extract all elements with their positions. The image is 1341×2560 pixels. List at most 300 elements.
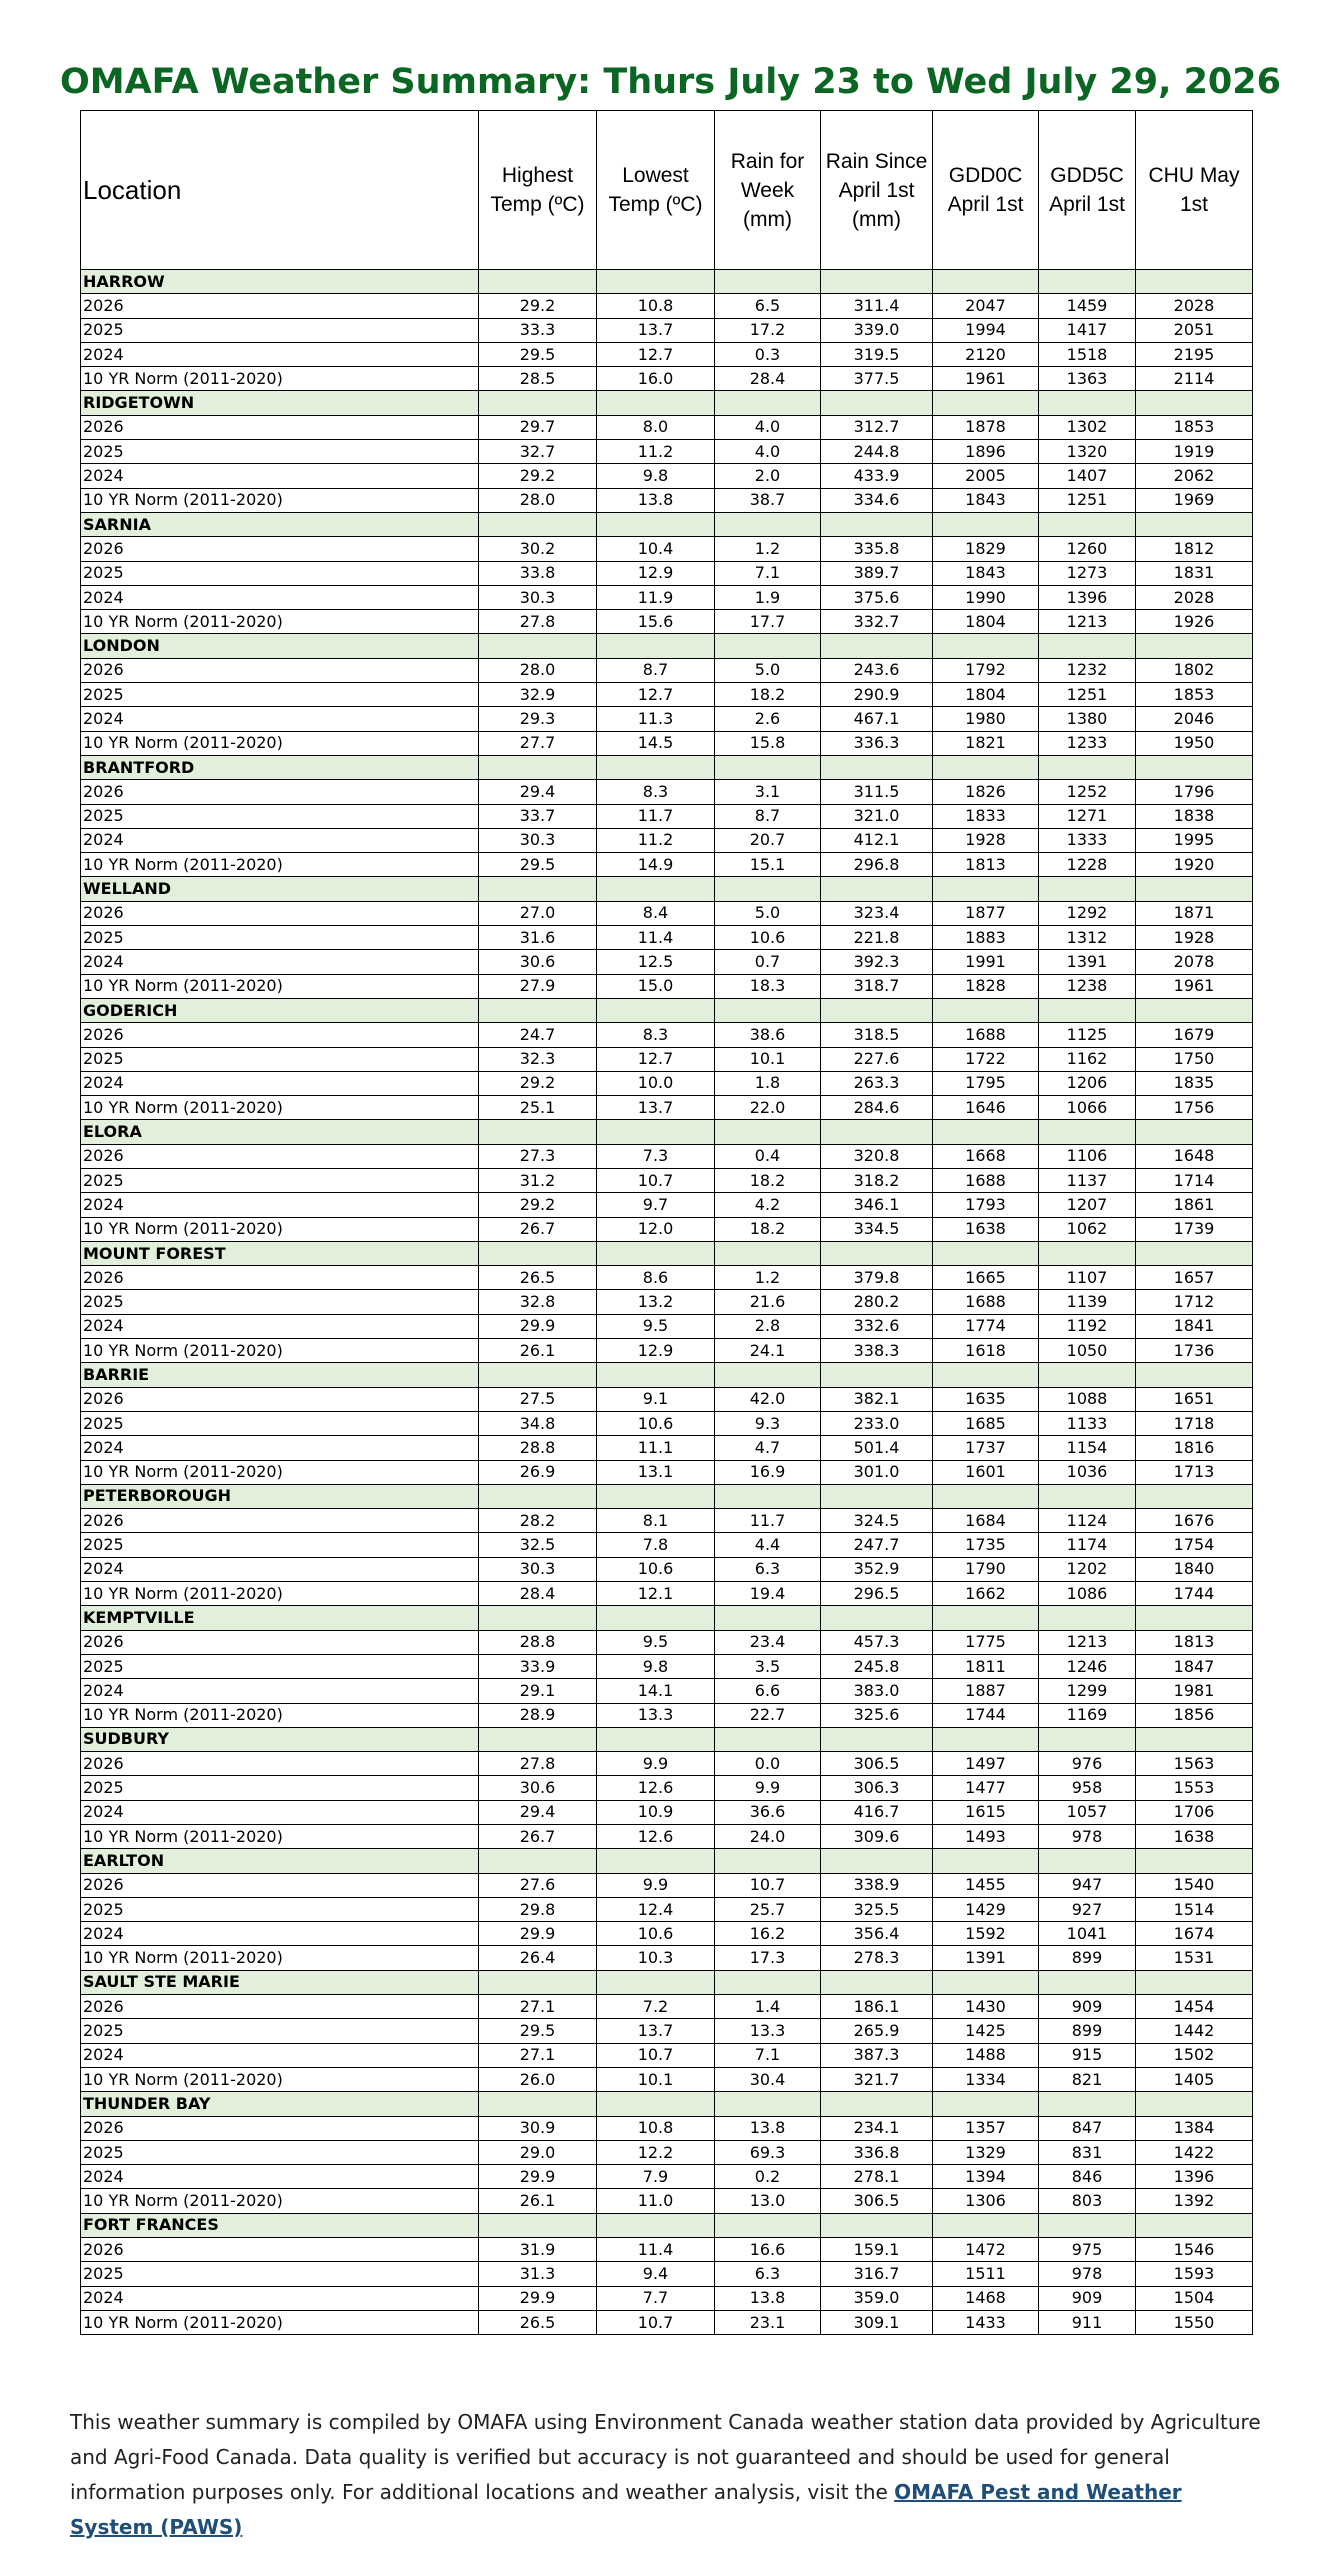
row-label: 10 YR Norm (2011-2020)	[81, 1217, 479, 1241]
header-line: Rain Since	[825, 149, 928, 173]
data-cell: 1050	[1039, 1339, 1136, 1363]
data-cell: 9.8	[597, 464, 715, 488]
table-row	[81, 367, 1253, 391]
data-cell: 9.5	[597, 1314, 715, 1338]
data-cell: 10.7	[597, 1168, 715, 1192]
data-cell: 311.5	[821, 780, 933, 804]
data-cell: 325.5	[821, 1897, 933, 1921]
row-label: 2026	[81, 1752, 479, 1776]
data-cell: 1980	[933, 707, 1039, 731]
data-cell: 30.9	[479, 2116, 597, 2140]
header-line: GDD0C	[948, 164, 1023, 187]
data-cell: 1676	[1136, 1509, 1253, 1533]
empty-cell	[597, 1120, 715, 1144]
station-name: LONDON	[81, 634, 479, 658]
data-cell: 9.3	[715, 1411, 821, 1435]
data-cell: 346.1	[821, 1193, 933, 1217]
station-name: SAULT STE MARIE	[81, 1970, 479, 1994]
data-cell: 457.3	[821, 1630, 933, 1654]
table-row	[81, 901, 1253, 925]
data-cell: 1718	[1136, 1411, 1253, 1435]
table-row	[81, 1946, 1253, 1970]
empty-cell	[1039, 1363, 1136, 1387]
data-cell: 1493	[933, 1825, 1039, 1849]
data-cell: 1394	[933, 2165, 1039, 2189]
data-cell: 1540	[1136, 1873, 1253, 1897]
data-cell: 28.0	[479, 658, 597, 682]
data-cell: 1396	[1136, 2165, 1253, 2189]
data-cell: 1646	[933, 1096, 1039, 1120]
data-cell: 375.6	[821, 585, 933, 609]
data-cell: 1813	[1136, 1630, 1253, 1654]
table-row	[81, 1339, 1253, 1363]
data-cell: 1835	[1136, 1071, 1253, 1095]
empty-cell	[479, 1970, 597, 1994]
data-cell: 5.0	[715, 901, 821, 925]
data-cell: 1991	[933, 950, 1039, 974]
data-cell: 1688	[933, 1290, 1039, 1314]
data-cell: 2.0	[715, 464, 821, 488]
data-cell: 1856	[1136, 1703, 1253, 1727]
data-cell: 1.2	[715, 537, 821, 561]
table-row	[81, 1290, 1253, 1314]
data-cell: 31.9	[479, 2238, 597, 2262]
data-cell: 383.0	[821, 1679, 933, 1703]
data-cell: 8.1	[597, 1509, 715, 1533]
row-label: 10 YR Norm (2011-2020)	[81, 2310, 479, 2334]
empty-cell	[933, 1849, 1039, 1873]
station-name: THUNDER BAY	[81, 2092, 479, 2116]
data-cell: 4.0	[715, 440, 821, 464]
data-cell: 1124	[1039, 1509, 1136, 1533]
data-cell: 1271	[1039, 804, 1136, 828]
empty-cell	[597, 755, 715, 779]
data-cell: 4.0	[715, 415, 821, 439]
empty-cell	[597, 877, 715, 901]
table-row	[81, 610, 1253, 634]
data-cell: 244.8	[821, 440, 933, 464]
data-cell: 34.8	[479, 1411, 597, 1435]
row-label: 2025	[81, 804, 479, 828]
empty-cell	[821, 270, 933, 294]
data-cell: 947	[1039, 1873, 1136, 1897]
table-row	[81, 1752, 1253, 1776]
data-cell: 23.1	[715, 2310, 821, 2334]
data-cell: 26.5	[479, 1266, 597, 1290]
data-cell: 27.1	[479, 1995, 597, 2019]
data-cell: 296.5	[821, 1582, 933, 1606]
data-cell: 10.4	[597, 537, 715, 561]
data-cell: 332.7	[821, 610, 933, 634]
data-cell: 30.3	[479, 828, 597, 852]
table-body	[81, 270, 1253, 2335]
data-cell: 915	[1039, 2043, 1136, 2067]
data-cell: 11.2	[597, 440, 715, 464]
data-cell: 1853	[1136, 415, 1253, 439]
table-row	[81, 974, 1253, 998]
data-cell: 29.1	[479, 1679, 597, 1703]
data-cell: 280.2	[821, 1290, 933, 1314]
data-cell: 28.9	[479, 1703, 597, 1727]
empty-cell	[821, 998, 933, 1022]
data-cell: 1306	[933, 2189, 1039, 2213]
data-cell: 26.7	[479, 1825, 597, 1849]
empty-cell	[821, 1484, 933, 1508]
data-cell: 2114	[1136, 367, 1253, 391]
station-header-row	[81, 1241, 1253, 1265]
empty-cell	[1136, 2092, 1253, 2116]
table-row	[81, 561, 1253, 585]
data-cell: 27.6	[479, 1873, 597, 1897]
data-cell: 1712	[1136, 1290, 1253, 1314]
data-cell: 29.8	[479, 1897, 597, 1921]
table-row	[81, 1460, 1253, 1484]
row-label: 2024	[81, 2043, 479, 2067]
data-cell: 1688	[933, 1023, 1039, 1047]
data-cell: 1252	[1039, 780, 1136, 804]
footer-note	[70, 2405, 1270, 2545]
data-cell: 1853	[1136, 683, 1253, 707]
data-cell: 1592	[933, 1922, 1039, 1946]
data-cell: 17.3	[715, 1946, 821, 1970]
table-row	[81, 1630, 1253, 1654]
data-cell: 334.5	[821, 1217, 933, 1241]
data-cell: 31.2	[479, 1168, 597, 1192]
data-cell: 13.7	[597, 1096, 715, 1120]
data-cell: 958	[1039, 1776, 1136, 1800]
data-cell: 1137	[1039, 1168, 1136, 1192]
data-cell: 1831	[1136, 561, 1253, 585]
empty-cell	[933, 512, 1039, 536]
data-cell: 1722	[933, 1047, 1039, 1071]
page-title: OMAFA Weather Summary: Thurs July 23 to Wed July 29, 2026	[60, 62, 1281, 102]
data-cell: 1679	[1136, 1023, 1253, 1047]
empty-cell	[1039, 270, 1136, 294]
data-cell: 338.9	[821, 1873, 933, 1897]
empty-cell	[1039, 1484, 1136, 1508]
data-cell: 1086	[1039, 1582, 1136, 1606]
data-cell: 10.8	[597, 2116, 715, 2140]
data-cell: 19.4	[715, 1582, 821, 1606]
data-cell: 6.5	[715, 294, 821, 318]
empty-cell	[821, 1970, 933, 1994]
table-row	[81, 2140, 1253, 2164]
data-cell: 15.0	[597, 974, 715, 998]
table-row	[81, 2019, 1253, 2043]
data-cell: 1497	[933, 1752, 1039, 1776]
data-cell: 318.5	[821, 1023, 933, 1047]
table-row	[81, 1995, 1253, 2019]
data-cell: 8.4	[597, 901, 715, 925]
empty-cell	[597, 512, 715, 536]
data-cell: 1714	[1136, 1168, 1253, 1192]
data-cell: 8.6	[597, 1266, 715, 1290]
empty-cell	[933, 1363, 1039, 1387]
data-cell: 11.1	[597, 1436, 715, 1460]
row-label: 2025	[81, 1533, 479, 1557]
data-cell: 1.2	[715, 1266, 821, 1290]
row-label: 10 YR Norm (2011-2020)	[81, 1703, 479, 1727]
data-cell: 1841	[1136, 1314, 1253, 1338]
data-cell: 10.0	[597, 1071, 715, 1095]
data-cell: 31.6	[479, 926, 597, 950]
empty-cell	[479, 512, 597, 536]
station-header-row	[81, 1970, 1253, 1994]
table-row	[81, 1096, 1253, 1120]
data-cell: 29.4	[479, 1800, 597, 1824]
data-cell: 0.7	[715, 950, 821, 974]
data-cell: 3.1	[715, 780, 821, 804]
header-line: Week	[740, 178, 795, 202]
empty-cell	[821, 1727, 933, 1751]
table-row	[81, 1679, 1253, 1703]
data-cell: 33.7	[479, 804, 597, 828]
data-cell: 1514	[1136, 1897, 1253, 1921]
row-label: 2026	[81, 658, 479, 682]
table-row	[81, 707, 1253, 731]
data-cell: 339.0	[821, 318, 933, 342]
data-cell: 1648	[1136, 1144, 1253, 1168]
data-cell: 1887	[933, 1679, 1039, 1703]
data-cell: 247.7	[821, 1533, 933, 1557]
data-cell: 387.3	[821, 2043, 933, 2067]
table-row	[81, 1873, 1253, 1897]
empty-cell	[821, 1363, 933, 1387]
data-cell: 324.5	[821, 1509, 933, 1533]
data-cell: 1662	[933, 1582, 1039, 1606]
data-cell: 24.1	[715, 1339, 821, 1363]
empty-cell	[715, 1484, 821, 1508]
data-cell: 38.7	[715, 488, 821, 512]
empty-cell	[479, 1484, 597, 1508]
data-cell: 1926	[1136, 610, 1253, 634]
data-cell: 975	[1039, 2238, 1136, 2262]
empty-cell	[597, 1363, 715, 1387]
data-cell: 1329	[933, 2140, 1039, 2164]
data-cell: 1736	[1136, 1339, 1253, 1363]
empty-cell	[715, 1120, 821, 1144]
data-cell: 803	[1039, 2189, 1136, 2213]
data-cell: 12.9	[597, 561, 715, 585]
empty-cell	[1039, 877, 1136, 901]
data-cell: 10.1	[715, 1047, 821, 1071]
data-cell: 20.7	[715, 828, 821, 852]
data-cell: 14.9	[597, 853, 715, 877]
data-cell: 25.1	[479, 1096, 597, 1120]
data-cell: 25.7	[715, 1897, 821, 1921]
data-cell: 27.5	[479, 1387, 597, 1411]
data-cell: 309.6	[821, 1825, 933, 1849]
data-cell: 29.2	[479, 1071, 597, 1095]
data-cell: 1816	[1136, 1436, 1253, 1460]
empty-cell	[1039, 1727, 1136, 1751]
data-cell: 13.8	[715, 2116, 821, 2140]
data-cell: 1511	[933, 2262, 1039, 2286]
data-cell: 30.3	[479, 1557, 597, 1581]
data-cell: 1744	[1136, 1582, 1253, 1606]
empty-cell	[597, 634, 715, 658]
data-cell: 416.7	[821, 1800, 933, 1824]
data-cell: 433.9	[821, 464, 933, 488]
table-row	[81, 318, 1253, 342]
table-row	[81, 440, 1253, 464]
data-cell: 6.3	[715, 2262, 821, 2286]
data-cell: 7.3	[597, 1144, 715, 1168]
data-cell: 1829	[933, 537, 1039, 561]
data-cell: 306.5	[821, 2189, 933, 2213]
data-cell: 1169	[1039, 1703, 1136, 1727]
data-cell: 13.3	[715, 2019, 821, 2043]
table-row	[81, 950, 1253, 974]
empty-cell	[715, 391, 821, 415]
row-label: 2026	[81, 1873, 479, 1897]
station-name: FORT FRANCES	[81, 2213, 479, 2237]
data-cell: 1871	[1136, 901, 1253, 925]
data-cell: 13.0	[715, 2189, 821, 2213]
table-row	[81, 731, 1253, 755]
data-cell: 227.6	[821, 1047, 933, 1071]
data-cell: 11.2	[597, 828, 715, 852]
empty-cell	[1039, 512, 1136, 536]
row-label: 2024	[81, 1071, 479, 1095]
table-row	[81, 658, 1253, 682]
data-cell: 1713	[1136, 1460, 1253, 1484]
table-row	[81, 1144, 1253, 1168]
data-cell: 11.9	[597, 585, 715, 609]
data-cell: 29.5	[479, 342, 597, 366]
row-label: 2026	[81, 415, 479, 439]
data-cell: 14.1	[597, 1679, 715, 1703]
header-line: Highest	[501, 164, 574, 187]
data-cell: 1878	[933, 415, 1039, 439]
station-name: RIDGETOWN	[81, 391, 479, 415]
empty-cell	[1039, 1849, 1136, 1873]
data-cell: 1251	[1039, 488, 1136, 512]
empty-cell	[1039, 2213, 1136, 2237]
data-cell: 15.8	[715, 731, 821, 755]
data-cell: 263.3	[821, 1071, 933, 1095]
table-row	[81, 2262, 1253, 2286]
data-cell: 1066	[1039, 1096, 1136, 1120]
table-row	[81, 2189, 1253, 2213]
empty-cell	[1136, 1120, 1253, 1144]
data-cell: 0.0	[715, 1752, 821, 1776]
table-row	[81, 828, 1253, 852]
data-cell: 22.0	[715, 1096, 821, 1120]
row-label: 2025	[81, 1290, 479, 1314]
row-label: 2026	[81, 1509, 479, 1533]
table-row	[81, 1411, 1253, 1435]
data-cell: 1668	[933, 1144, 1039, 1168]
empty-cell	[597, 391, 715, 415]
data-cell: 1429	[933, 1897, 1039, 1921]
station-name: MOUNT FOREST	[81, 1241, 479, 1265]
empty-cell	[479, 391, 597, 415]
header-line: April 1st	[947, 193, 1024, 216]
data-cell: 899	[1039, 1946, 1136, 1970]
table-row	[81, 1654, 1253, 1678]
data-cell: 909	[1039, 2286, 1136, 2310]
table-row	[81, 2043, 1253, 2067]
header-line: Lowest	[622, 164, 689, 187]
data-cell: 1821	[933, 731, 1039, 755]
data-cell: 4.2	[715, 1193, 821, 1217]
table-row	[81, 1047, 1253, 1071]
table-header-row	[81, 111, 1253, 270]
data-cell: 1812	[1136, 537, 1253, 561]
station-header-row	[81, 755, 1253, 779]
data-cell: 1920	[1136, 853, 1253, 877]
empty-cell	[715, 755, 821, 779]
empty-cell	[1136, 1606, 1253, 1630]
table-row	[81, 1071, 1253, 1095]
data-cell: 1754	[1136, 1533, 1253, 1557]
table-row	[81, 853, 1253, 877]
data-cell: 356.4	[821, 1922, 933, 1946]
data-cell: 38.6	[715, 1023, 821, 1047]
data-cell: 1299	[1039, 1679, 1136, 1703]
data-cell: 29.2	[479, 1193, 597, 1217]
data-cell: 11.4	[597, 2238, 715, 2262]
row-label: 2024	[81, 342, 479, 366]
empty-cell	[479, 1606, 597, 1630]
empty-cell	[1136, 1727, 1253, 1751]
row-label: 2024	[81, 1800, 479, 1824]
data-cell: 1472	[933, 2238, 1039, 2262]
data-cell: 18.2	[715, 683, 821, 707]
header-line: Temp (ºC)	[490, 193, 585, 216]
data-cell: 22.7	[715, 1703, 821, 1727]
station-header-row	[81, 1606, 1253, 1630]
data-cell: 309.1	[821, 2310, 933, 2334]
data-cell: 14.5	[597, 731, 715, 755]
empty-cell	[479, 1363, 597, 1387]
header-rain-since-april	[821, 111, 933, 270]
data-cell: 1774	[933, 1314, 1039, 1338]
data-cell: 29.5	[479, 2019, 597, 2043]
data-cell: 1919	[1136, 440, 1253, 464]
empty-cell	[1039, 1970, 1136, 1994]
table-row	[81, 464, 1253, 488]
data-cell: 379.8	[821, 1266, 933, 1290]
data-cell: 33.9	[479, 1654, 597, 1678]
row-label: 2025	[81, 561, 479, 585]
data-cell: 33.3	[479, 318, 597, 342]
paws-link[interactable]: OMAFA Pest and Weather System (PAWS)	[70, 2480, 1182, 2539]
data-cell: 10.9	[597, 1800, 715, 1824]
row-label: 2026	[81, 1023, 479, 1047]
row-label: 2024	[81, 585, 479, 609]
data-cell: 221.8	[821, 926, 933, 950]
data-cell: 9.4	[597, 2262, 715, 2286]
data-cell: 12.6	[597, 1776, 715, 1800]
data-cell: 336.8	[821, 2140, 933, 2164]
row-label: 2026	[81, 2116, 479, 2140]
data-cell: 36.6	[715, 1800, 821, 1824]
station-header-row	[81, 877, 1253, 901]
empty-cell	[715, 1606, 821, 1630]
data-cell: 392.3	[821, 950, 933, 974]
row-label: 2026	[81, 1144, 479, 1168]
data-cell: 27.1	[479, 2043, 597, 2067]
data-cell: 1036	[1039, 1460, 1136, 1484]
data-cell: 1391	[933, 1946, 1039, 1970]
data-cell: 245.8	[821, 1654, 933, 1678]
data-cell: 978	[1039, 2262, 1136, 2286]
data-cell: 27.3	[479, 1144, 597, 1168]
data-cell: 1260	[1039, 537, 1136, 561]
empty-cell	[479, 1727, 597, 1751]
